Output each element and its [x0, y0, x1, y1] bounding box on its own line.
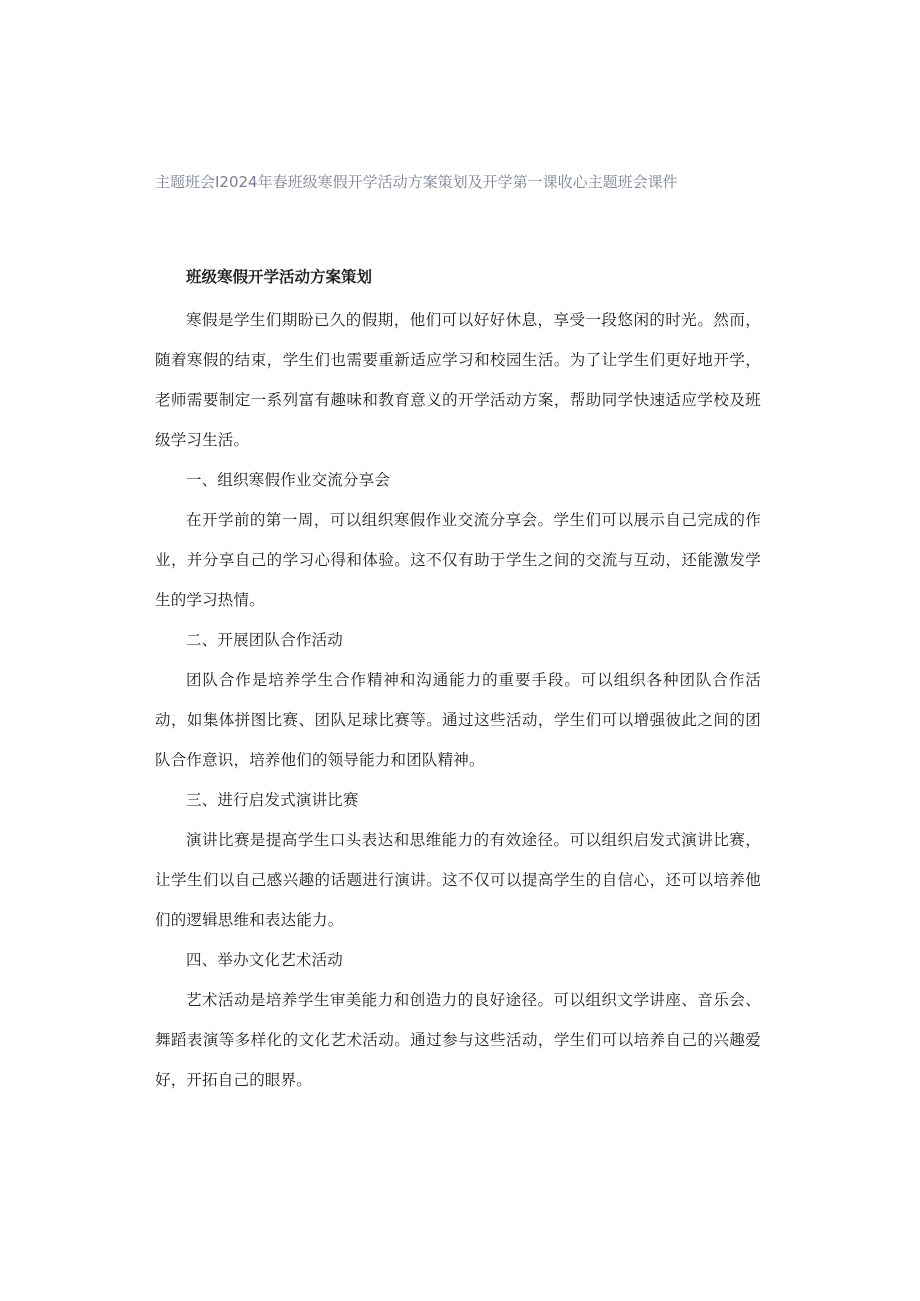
section-heading-4: 四、举办文化艺术活动 — [186, 951, 344, 969]
section-heading-2: 二、开展团队合作活动 — [186, 631, 344, 649]
document-header: 主题班会I2024年春班级寒假开学活动方案策划及开学第一课收心主题班会课件 — [155, 173, 678, 191]
document-title: 班级寒假开学活动方案策划 — [186, 268, 373, 286]
section-paragraph-1: 在开学前的第一周，可以组织寒假作业交流分享会。学生们可以展示自己完成的作业，并分享自己的学习心得和体验。这不仅有助于学生之间的交流与互动，还能激发学生的学习热情。 — [155, 511, 761, 609]
section-heading-1: 一、组织寒假作业交流分享会 — [186, 471, 391, 489]
section-paragraph-3: 演讲比赛是提高学生口头表达和思维能力的有效途径。可以组织启发式演讲比赛，让学生们以自己感兴趣的话题进行演讲。这不仅可以提高学生的自信心，还可以培养他们的逻辑思维和表达能力。 — [155, 831, 761, 929]
intro-paragraph: 寒假是学生们期盼已久的假期，他们可以好好休息，享受一段悠闲的时光。然而，随着寒假的结束，学生们也需要重新适应学习和校园生活。为了让学生们更好地开学，老师需要制定一系列富有趣味和教育意义的开学活动方案，帮助同学快速适应学校及班级学习生活。 — [155, 311, 761, 449]
document-body — [155, 262, 761, 1100]
section-heading-3: 三、进行启发式演讲比赛 — [186, 791, 359, 809]
section-paragraph-2: 团队合作是培养学生合作精神和沟通能力的重要手段。可以组织各种团队合作活动，如集体拼图比赛、团队足球比赛等。通过这些活动，学生们可以增强彼此之间的团队合作意识，培养他们的领导能力和团队精神。 — [155, 671, 761, 769]
section-paragraph-4: 艺术活动是培养学生审美能力和创造力的良好途径。可以组织文学讲座、音乐会、舞蹈表演等多样化的文化艺术活动。通过参与这些活动，学生们可以培养自己的兴趣爱好，开拓自己的眼界。 — [155, 991, 761, 1089]
